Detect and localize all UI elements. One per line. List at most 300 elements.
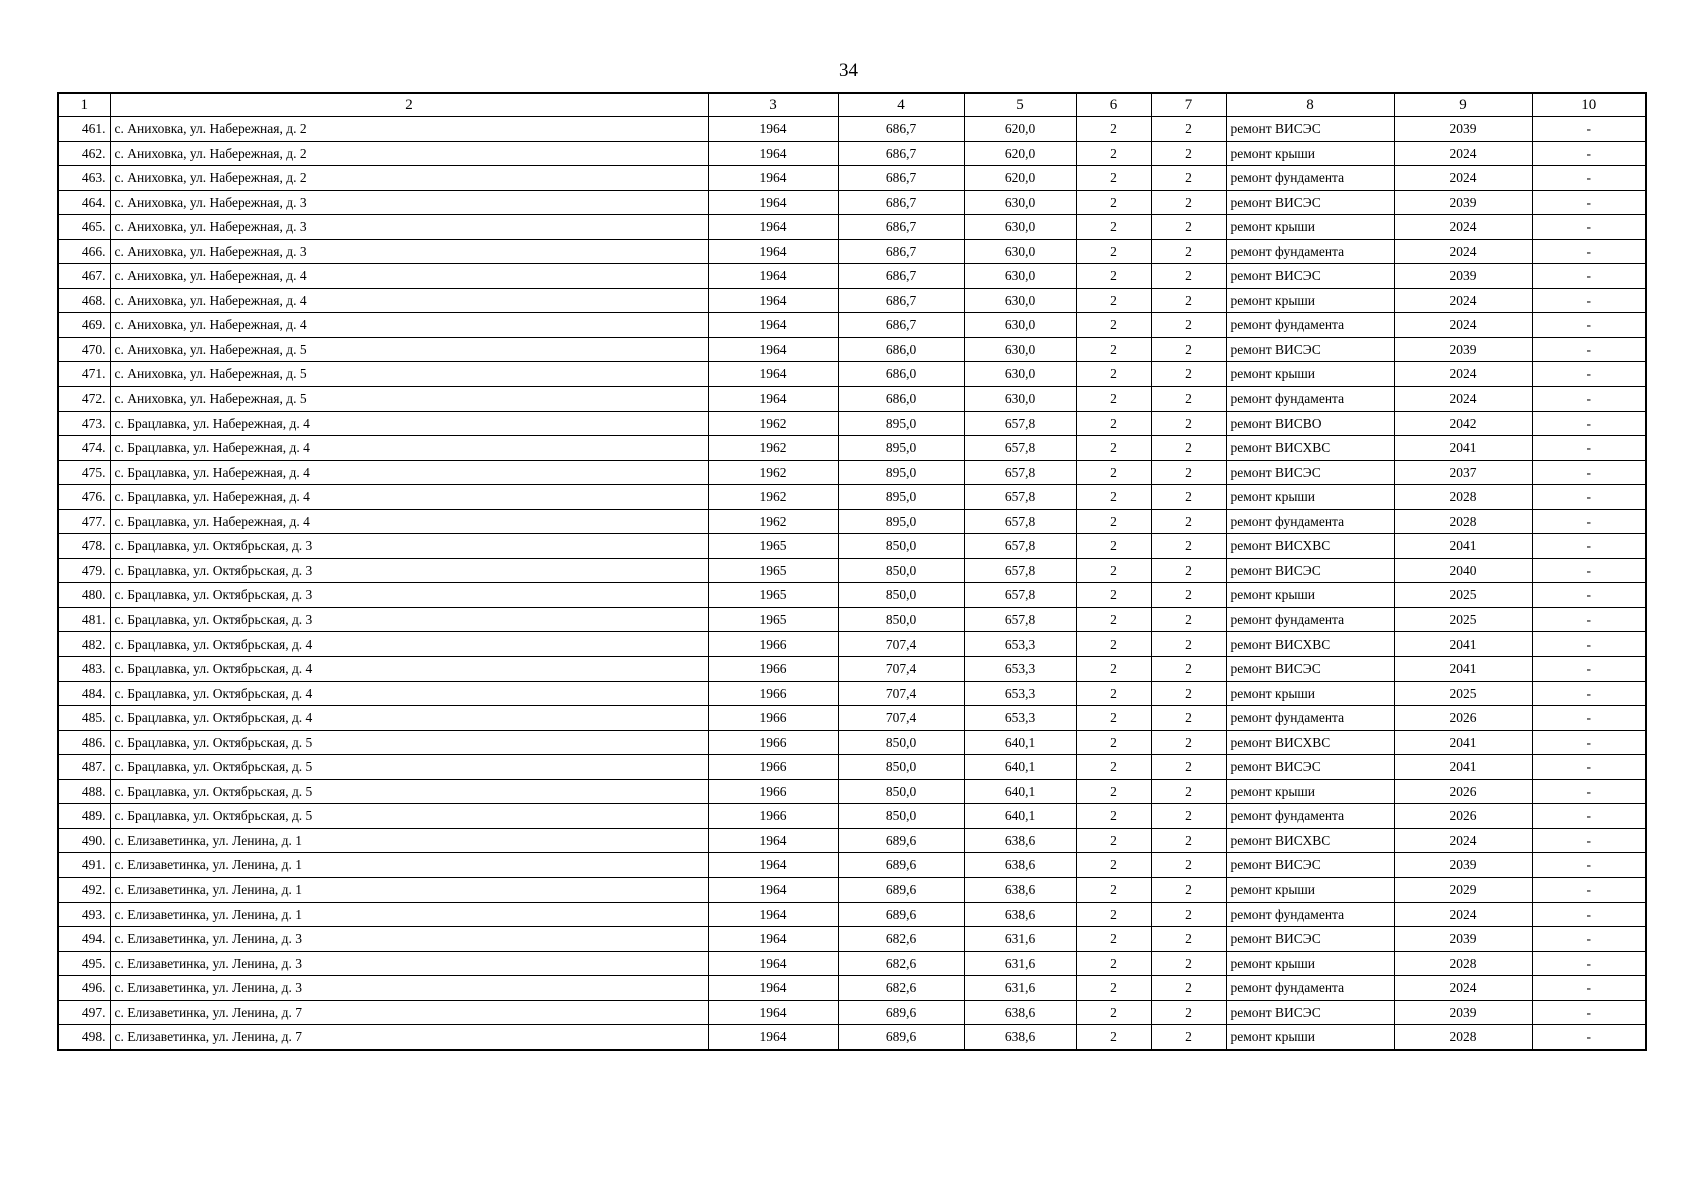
- table-row: [58, 976, 1646, 1001]
- cell-planned-year: 2024: [1394, 141, 1532, 166]
- cell-planned-year: 2024: [1394, 313, 1532, 338]
- cell-repair-type: ремонт крыши: [1226, 951, 1394, 976]
- cell-note: -: [1532, 1000, 1646, 1025]
- cell-row-number: 476.: [58, 485, 110, 510]
- cell-total-area: 850,0: [838, 755, 964, 780]
- cell-address: с. Брацлавка, ул. Октябрьская, д. 5: [110, 804, 708, 829]
- cell-floors: 2: [1076, 558, 1151, 583]
- cell-entrances: 2: [1151, 239, 1226, 264]
- cell-floors: 2: [1076, 779, 1151, 804]
- cell-year-built: 1964: [708, 362, 838, 387]
- cell-entrances: 2: [1151, 1000, 1226, 1025]
- table-row: [58, 1000, 1646, 1025]
- cell-address: с. Елизаветинка, ул. Ленина, д. 3: [110, 927, 708, 952]
- table-row: [58, 141, 1646, 166]
- cell-total-area: 686,0: [838, 337, 964, 362]
- table-row: [58, 779, 1646, 804]
- table-row: [58, 828, 1646, 853]
- table-header-row: [58, 93, 1646, 117]
- cell-living-area: 620,0: [964, 166, 1076, 191]
- cell-floors: 2: [1076, 313, 1151, 338]
- cell-note: -: [1532, 362, 1646, 387]
- cell-year-built: 1962: [708, 509, 838, 534]
- table-row: [58, 558, 1646, 583]
- cell-year-built: 1965: [708, 558, 838, 583]
- cell-living-area: 657,8: [964, 534, 1076, 559]
- cell-year-built: 1966: [708, 657, 838, 682]
- cell-repair-type: ремонт ВИСЭС: [1226, 755, 1394, 780]
- cell-address: с. Елизаветинка, ул. Ленина, д. 1: [110, 902, 708, 927]
- cell-living-area: 657,8: [964, 485, 1076, 510]
- cell-floors: 2: [1076, 755, 1151, 780]
- cell-note: -: [1532, 730, 1646, 755]
- cell-total-area: 895,0: [838, 460, 964, 485]
- table-row: [58, 804, 1646, 829]
- table-row: [58, 877, 1646, 902]
- cell-floors: 2: [1076, 681, 1151, 706]
- cell-year-built: 1964: [708, 976, 838, 1001]
- cell-living-area: 640,1: [964, 755, 1076, 780]
- cell-address: с. Брацлавка, ул. Октябрьская, д. 4: [110, 632, 708, 657]
- cell-year-built: 1965: [708, 583, 838, 608]
- cell-entrances: 2: [1151, 681, 1226, 706]
- cell-entrances: 2: [1151, 927, 1226, 952]
- cell-note: -: [1532, 239, 1646, 264]
- cell-planned-year: 2026: [1394, 779, 1532, 804]
- cell-living-area: 638,6: [964, 902, 1076, 927]
- cell-address: с. Брацлавка, ул. Октябрьская, д. 3: [110, 607, 708, 632]
- table-row: [58, 657, 1646, 682]
- cell-floors: 2: [1076, 657, 1151, 682]
- cell-total-area: 686,7: [838, 215, 964, 240]
- cell-row-number: 494.: [58, 927, 110, 952]
- cell-living-area: 630,0: [964, 288, 1076, 313]
- cell-repair-type: ремонт фундамента: [1226, 902, 1394, 927]
- cell-floors: 2: [1076, 534, 1151, 559]
- cell-planned-year: 2042: [1394, 411, 1532, 436]
- cell-total-area: 686,7: [838, 190, 964, 215]
- cell-row-number: 497.: [58, 1000, 110, 1025]
- cell-row-number: 474.: [58, 436, 110, 461]
- cell-address: с. Елизаветинка, ул. Ленина, д. 3: [110, 976, 708, 1001]
- cell-floors: 2: [1076, 460, 1151, 485]
- cell-row-number: 475.: [58, 460, 110, 485]
- cell-planned-year: 2029: [1394, 877, 1532, 902]
- cell-floors: 2: [1076, 509, 1151, 534]
- cell-row-number: 488.: [58, 779, 110, 804]
- cell-planned-year: 2039: [1394, 337, 1532, 362]
- cell-address: с. Аниховка, ул. Набережная, д. 5: [110, 362, 708, 387]
- cell-floors: 2: [1076, 607, 1151, 632]
- cell-living-area: 638,6: [964, 828, 1076, 853]
- cell-total-area: 689,6: [838, 877, 964, 902]
- cell-planned-year: 2041: [1394, 632, 1532, 657]
- cell-year-built: 1962: [708, 411, 838, 436]
- cell-row-number: 481.: [58, 607, 110, 632]
- cell-entrances: 2: [1151, 877, 1226, 902]
- column-header-9: 9: [1394, 93, 1532, 117]
- cell-row-number: 464.: [58, 190, 110, 215]
- column-header-4: 4: [838, 93, 964, 117]
- table-row: [58, 951, 1646, 976]
- table-row: [58, 755, 1646, 780]
- cell-year-built: 1964: [708, 828, 838, 853]
- cell-repair-type: ремонт фундамента: [1226, 509, 1394, 534]
- cell-floors: 2: [1076, 411, 1151, 436]
- cell-note: -: [1532, 190, 1646, 215]
- cell-total-area: 707,4: [838, 681, 964, 706]
- cell-note: -: [1532, 583, 1646, 608]
- cell-entrances: 2: [1151, 755, 1226, 780]
- cell-entrances: 2: [1151, 657, 1226, 682]
- cell-living-area: 653,3: [964, 681, 1076, 706]
- cell-living-area: 638,6: [964, 853, 1076, 878]
- cell-entrances: 2: [1151, 362, 1226, 387]
- column-header-2: 2: [110, 93, 708, 117]
- cell-living-area: 631,6: [964, 976, 1076, 1001]
- cell-row-number: 462.: [58, 141, 110, 166]
- cell-row-number: 463.: [58, 166, 110, 191]
- cell-living-area: 630,0: [964, 387, 1076, 412]
- cell-row-number: 490.: [58, 828, 110, 853]
- cell-address: с. Аниховка, ул. Набережная, д. 3: [110, 215, 708, 240]
- cell-address: с. Аниховка, ул. Набережная, д. 4: [110, 288, 708, 313]
- cell-living-area: 630,0: [964, 313, 1076, 338]
- cell-address: с. Аниховка, ул. Набережная, д. 4: [110, 313, 708, 338]
- cell-address: с. Брацлавка, ул. Октябрьская, д. 4: [110, 706, 708, 731]
- cell-note: -: [1532, 215, 1646, 240]
- cell-note: -: [1532, 460, 1646, 485]
- cell-entrances: 2: [1151, 264, 1226, 289]
- table-row: [58, 902, 1646, 927]
- cell-repair-type: ремонт фундамента: [1226, 166, 1394, 191]
- cell-repair-type: ремонт ВИСЭС: [1226, 853, 1394, 878]
- cell-planned-year: 2039: [1394, 1000, 1532, 1025]
- cell-living-area: 630,0: [964, 215, 1076, 240]
- cell-living-area: 638,6: [964, 877, 1076, 902]
- cell-note: -: [1532, 706, 1646, 731]
- table-row: [58, 534, 1646, 559]
- cell-note: -: [1532, 436, 1646, 461]
- cell-entrances: 2: [1151, 902, 1226, 927]
- cell-living-area: 630,0: [964, 362, 1076, 387]
- cell-year-built: 1964: [708, 387, 838, 412]
- cell-row-number: 468.: [58, 288, 110, 313]
- cell-repair-type: ремонт фундамента: [1226, 804, 1394, 829]
- cell-planned-year: 2039: [1394, 927, 1532, 952]
- cell-planned-year: 2039: [1394, 117, 1532, 142]
- cell-row-number: 472.: [58, 387, 110, 412]
- cell-repair-type: ремонт ВИСХВС: [1226, 436, 1394, 461]
- cell-address: с. Брацлавка, ул. Набережная, д. 4: [110, 485, 708, 510]
- cell-planned-year: 2028: [1394, 951, 1532, 976]
- cell-year-built: 1966: [708, 755, 838, 780]
- cell-entrances: 2: [1151, 337, 1226, 362]
- cell-floors: 2: [1076, 387, 1151, 412]
- cell-note: -: [1532, 534, 1646, 559]
- cell-address: с. Брацлавка, ул. Октябрьская, д. 5: [110, 755, 708, 780]
- cell-entrances: 2: [1151, 558, 1226, 583]
- cell-year-built: 1965: [708, 607, 838, 632]
- cell-row-number: 473.: [58, 411, 110, 436]
- table-row: [58, 337, 1646, 362]
- cell-entrances: 2: [1151, 288, 1226, 313]
- cell-year-built: 1964: [708, 166, 838, 191]
- cell-living-area: 631,6: [964, 927, 1076, 952]
- cell-total-area: 895,0: [838, 436, 964, 461]
- cell-floors: 2: [1076, 1000, 1151, 1025]
- cell-repair-type: ремонт ВИСЭС: [1226, 657, 1394, 682]
- cell-floors: 2: [1076, 927, 1151, 952]
- cell-note: -: [1532, 337, 1646, 362]
- cell-year-built: 1966: [708, 730, 838, 755]
- cell-living-area: 630,0: [964, 264, 1076, 289]
- cell-total-area: 686,7: [838, 166, 964, 191]
- cell-note: -: [1532, 288, 1646, 313]
- cell-floors: 2: [1076, 1025, 1151, 1050]
- cell-row-number: 469.: [58, 313, 110, 338]
- column-header-3: 3: [708, 93, 838, 117]
- cell-living-area: 638,6: [964, 1000, 1076, 1025]
- cell-repair-type: ремонт ВИСВО: [1226, 411, 1394, 436]
- cell-planned-year: 2026: [1394, 706, 1532, 731]
- cell-row-number: 478.: [58, 534, 110, 559]
- cell-note: -: [1532, 927, 1646, 952]
- cell-floors: 2: [1076, 239, 1151, 264]
- cell-repair-type: ремонт ВИСЭС: [1226, 337, 1394, 362]
- cell-entrances: 2: [1151, 804, 1226, 829]
- table-row: [58, 509, 1646, 534]
- cell-address: с. Аниховка, ул. Набережная, д. 5: [110, 337, 708, 362]
- cell-note: -: [1532, 485, 1646, 510]
- cell-living-area: 620,0: [964, 141, 1076, 166]
- cell-planned-year: 2024: [1394, 362, 1532, 387]
- cell-planned-year: 2024: [1394, 215, 1532, 240]
- cell-row-number: 496.: [58, 976, 110, 1001]
- cell-address: с. Брацлавка, ул. Октябрьская, д. 5: [110, 730, 708, 755]
- cell-planned-year: 2037: [1394, 460, 1532, 485]
- cell-year-built: 1964: [708, 877, 838, 902]
- cell-total-area: 689,6: [838, 902, 964, 927]
- cell-note: -: [1532, 141, 1646, 166]
- cell-total-area: 682,6: [838, 976, 964, 1001]
- cell-repair-type: ремонт ВИСХВС: [1226, 632, 1394, 657]
- cell-planned-year: 2039: [1394, 853, 1532, 878]
- cell-total-area: 686,0: [838, 362, 964, 387]
- cell-repair-type: ремонт ВИСЭС: [1226, 190, 1394, 215]
- cell-living-area: 638,6: [964, 1025, 1076, 1050]
- cell-year-built: 1964: [708, 902, 838, 927]
- cell-total-area: 686,7: [838, 264, 964, 289]
- cell-repair-type: ремонт фундамента: [1226, 239, 1394, 264]
- table-row: [58, 190, 1646, 215]
- cell-row-number: 465.: [58, 215, 110, 240]
- cell-floors: 2: [1076, 804, 1151, 829]
- cell-row-number: 489.: [58, 804, 110, 829]
- cell-year-built: 1966: [708, 779, 838, 804]
- column-header-7: 7: [1151, 93, 1226, 117]
- cell-address: с. Аниховка, ул. Набережная, д. 4: [110, 264, 708, 289]
- cell-entrances: 2: [1151, 141, 1226, 166]
- cell-living-area: 630,0: [964, 337, 1076, 362]
- cell-address: с. Брацлавка, ул. Набережная, д. 4: [110, 509, 708, 534]
- cell-total-area: 895,0: [838, 509, 964, 534]
- cell-entrances: 2: [1151, 607, 1226, 632]
- cell-living-area: 657,8: [964, 558, 1076, 583]
- cell-row-number: 498.: [58, 1025, 110, 1050]
- table-row: [58, 706, 1646, 731]
- cell-entrances: 2: [1151, 632, 1226, 657]
- cell-floors: 2: [1076, 141, 1151, 166]
- cell-note: -: [1532, 779, 1646, 804]
- cell-row-number: 487.: [58, 755, 110, 780]
- table-row: [58, 436, 1646, 461]
- cell-floors: 2: [1076, 583, 1151, 608]
- cell-planned-year: 2024: [1394, 828, 1532, 853]
- cell-note: -: [1532, 313, 1646, 338]
- cell-total-area: 850,0: [838, 558, 964, 583]
- cell-living-area: 640,1: [964, 779, 1076, 804]
- table-row: [58, 166, 1646, 191]
- table-row: [58, 927, 1646, 952]
- cell-repair-type: ремонт крыши: [1226, 215, 1394, 240]
- cell-address: с. Брацлавка, ул. Набережная, д. 4: [110, 411, 708, 436]
- column-header-1: 1: [58, 93, 110, 117]
- cell-year-built: 1964: [708, 337, 838, 362]
- column-header-5: 5: [964, 93, 1076, 117]
- cell-year-built: 1964: [708, 288, 838, 313]
- cell-row-number: 470.: [58, 337, 110, 362]
- cell-entrances: 2: [1151, 583, 1226, 608]
- cell-entrances: 2: [1151, 828, 1226, 853]
- cell-total-area: 686,7: [838, 313, 964, 338]
- cell-living-area: 640,1: [964, 730, 1076, 755]
- cell-floors: 2: [1076, 902, 1151, 927]
- cell-repair-type: ремонт крыши: [1226, 779, 1394, 804]
- cell-living-area: 630,0: [964, 190, 1076, 215]
- cell-planned-year: 2028: [1394, 485, 1532, 510]
- cell-repair-type: ремонт ВИСЭС: [1226, 1000, 1394, 1025]
- table-row: [58, 607, 1646, 632]
- cell-total-area: 686,0: [838, 387, 964, 412]
- cell-entrances: 2: [1151, 485, 1226, 510]
- cell-year-built: 1964: [708, 264, 838, 289]
- cell-repair-type: ремонт ВИСХВС: [1226, 828, 1394, 853]
- cell-entrances: 2: [1151, 215, 1226, 240]
- cell-floors: 2: [1076, 362, 1151, 387]
- cell-living-area: 657,8: [964, 411, 1076, 436]
- table-row: [58, 681, 1646, 706]
- cell-repair-type: ремонт ВИСХВС: [1226, 730, 1394, 755]
- cell-address: с. Брацлавка, ул. Октябрьская, д. 3: [110, 583, 708, 608]
- cell-floors: 2: [1076, 828, 1151, 853]
- cell-entrances: 2: [1151, 976, 1226, 1001]
- cell-address: с. Аниховка, ул. Набережная, д. 3: [110, 239, 708, 264]
- cell-total-area: 686,7: [838, 239, 964, 264]
- cell-repair-type: ремонт ВИСЭС: [1226, 558, 1394, 583]
- cell-address: с. Брацлавка, ул. Октябрьская, д. 5: [110, 779, 708, 804]
- cell-address: с. Брацлавка, ул. Октябрьская, д. 4: [110, 681, 708, 706]
- table-row: [58, 264, 1646, 289]
- cell-total-area: 707,4: [838, 632, 964, 657]
- table-row: [58, 215, 1646, 240]
- cell-planned-year: 2040: [1394, 558, 1532, 583]
- cell-floors: 2: [1076, 853, 1151, 878]
- cell-total-area: 707,4: [838, 706, 964, 731]
- cell-address: с. Аниховка, ул. Набережная, д. 5: [110, 387, 708, 412]
- cell-total-area: 689,6: [838, 1000, 964, 1025]
- cell-address: с. Брацлавка, ул. Набережная, д. 4: [110, 436, 708, 461]
- table-row: [58, 485, 1646, 510]
- cell-repair-type: ремонт ВИСЭС: [1226, 927, 1394, 952]
- cell-planned-year: 2024: [1394, 387, 1532, 412]
- cell-address: с. Елизаветинка, ул. Ленина, д. 1: [110, 877, 708, 902]
- cell-year-built: 1964: [708, 951, 838, 976]
- cell-living-area: 620,0: [964, 117, 1076, 142]
- cell-address: с. Аниховка, ул. Набережная, д. 3: [110, 190, 708, 215]
- cell-floors: 2: [1076, 730, 1151, 755]
- cell-planned-year: 2024: [1394, 976, 1532, 1001]
- cell-living-area: 653,3: [964, 657, 1076, 682]
- cell-repair-type: ремонт крыши: [1226, 877, 1394, 902]
- column-header-6: 6: [1076, 93, 1151, 117]
- cell-total-area: 682,6: [838, 951, 964, 976]
- cell-floors: 2: [1076, 976, 1151, 1001]
- cell-entrances: 2: [1151, 166, 1226, 191]
- cell-note: -: [1532, 166, 1646, 191]
- cell-planned-year: 2039: [1394, 264, 1532, 289]
- cell-living-area: 657,8: [964, 607, 1076, 632]
- cell-total-area: 686,7: [838, 117, 964, 142]
- column-header-8: 8: [1226, 93, 1394, 117]
- cell-total-area: 895,0: [838, 485, 964, 510]
- cell-planned-year: 2041: [1394, 730, 1532, 755]
- cell-planned-year: 2024: [1394, 902, 1532, 927]
- cell-address: с. Аниховка, ул. Набережная, д. 2: [110, 117, 708, 142]
- cell-year-built: 1966: [708, 804, 838, 829]
- cell-total-area: 686,7: [838, 141, 964, 166]
- cell-note: -: [1532, 607, 1646, 632]
- cell-row-number: 461.: [58, 117, 110, 142]
- cell-living-area: 653,3: [964, 706, 1076, 731]
- cell-floors: 2: [1076, 117, 1151, 142]
- cell-living-area: 657,8: [964, 460, 1076, 485]
- cell-planned-year: 2025: [1394, 607, 1532, 632]
- column-header-10: 10: [1532, 93, 1646, 117]
- cell-total-area: 682,6: [838, 927, 964, 952]
- cell-floors: 2: [1076, 264, 1151, 289]
- cell-year-built: 1964: [708, 141, 838, 166]
- cell-floors: 2: [1076, 436, 1151, 461]
- cell-note: -: [1532, 1025, 1646, 1050]
- cell-year-built: 1964: [708, 927, 838, 952]
- cell-address: с. Аниховка, ул. Набережная, д. 2: [110, 141, 708, 166]
- cell-note: -: [1532, 632, 1646, 657]
- cell-total-area: 895,0: [838, 411, 964, 436]
- cell-row-number: 484.: [58, 681, 110, 706]
- cell-address: с. Елизаветинка, ул. Ленина, д. 7: [110, 1000, 708, 1025]
- cell-repair-type: ремонт фундамента: [1226, 607, 1394, 632]
- cell-repair-type: ремонт ВИСХВС: [1226, 534, 1394, 559]
- cell-entrances: 2: [1151, 1025, 1226, 1050]
- cell-repair-type: ремонт фундамента: [1226, 387, 1394, 412]
- cell-note: -: [1532, 657, 1646, 682]
- cell-note: -: [1532, 509, 1646, 534]
- cell-entrances: 2: [1151, 779, 1226, 804]
- cell-total-area: 686,7: [838, 288, 964, 313]
- cell-repair-type: ремонт крыши: [1226, 288, 1394, 313]
- cell-floors: 2: [1076, 337, 1151, 362]
